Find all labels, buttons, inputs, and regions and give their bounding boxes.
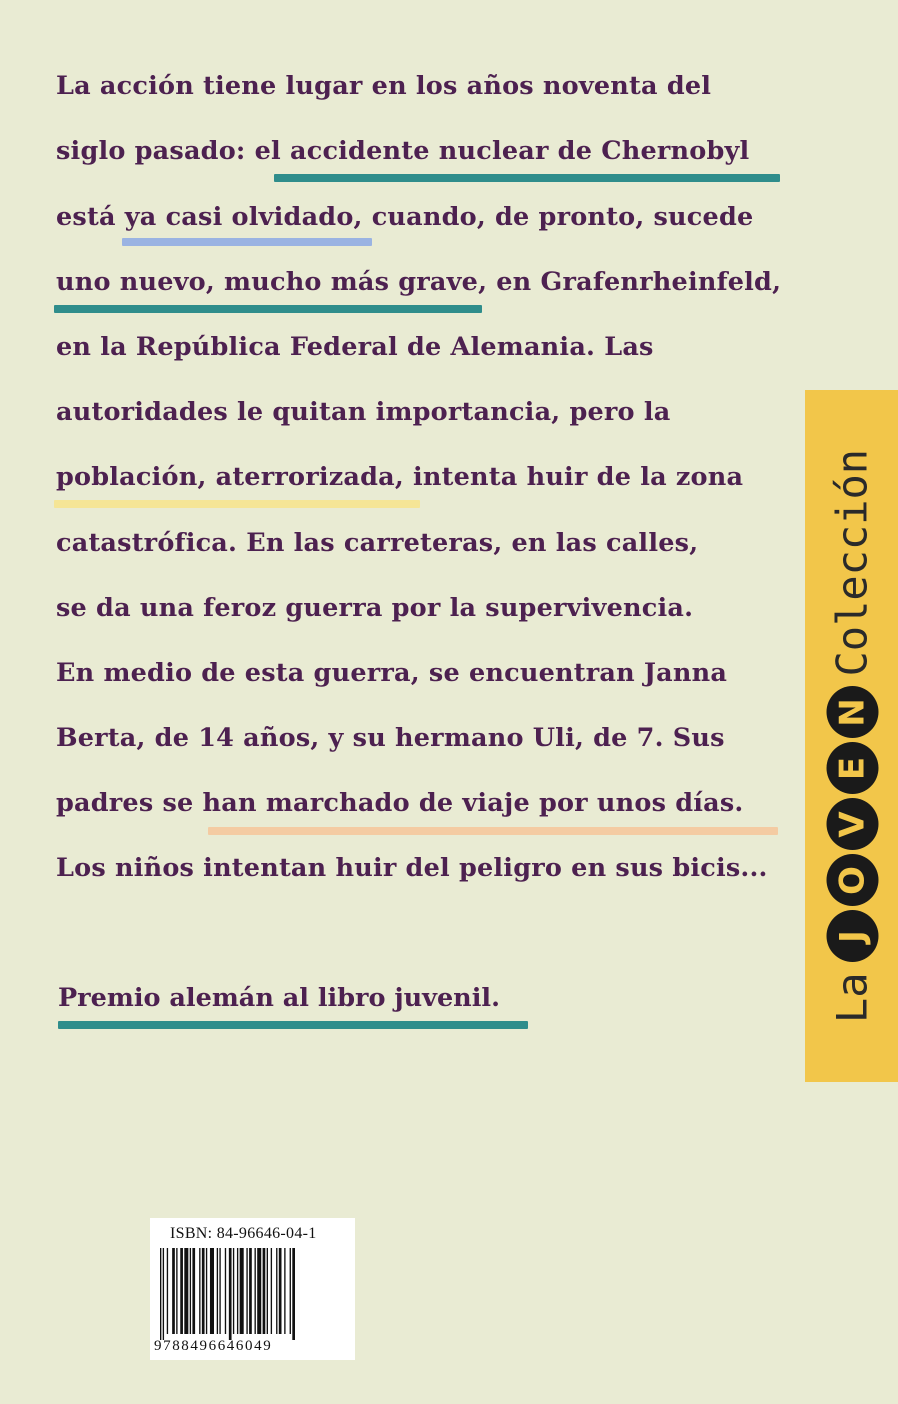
barcode-bar	[229, 1248, 232, 1340]
blurb-line: Berta, de 14 años, y su hermano Uli, de 7. Sus	[56, 723, 725, 753]
blurb-line: población, aterrorizada, intenta huir de la zona	[56, 462, 744, 492]
ean-digits: 9788496646049	[154, 1338, 273, 1354]
blurb-line: se da una feroz guerra por la supervivencia.	[56, 593, 694, 623]
barcode-bar	[180, 1248, 183, 1334]
barcode-bar	[199, 1248, 200, 1334]
highlight-underline	[122, 238, 372, 246]
barcode-bar	[225, 1248, 226, 1334]
blurb-line: La acción tiene lugar en los años noventa del	[56, 71, 712, 101]
highlight-underline	[58, 1021, 528, 1029]
barcode-bar	[206, 1248, 207, 1334]
highlight-underline	[54, 500, 420, 508]
highlight-underline	[54, 305, 482, 313]
blurb-line: Los niños intentan huir del peligro en sus bicis...	[56, 853, 768, 883]
barcode-bar	[240, 1248, 244, 1334]
collection-logo	[805, 390, 898, 1082]
barcode-bar	[219, 1248, 220, 1334]
blurb-line: siglo pasado: el accidente nuclear de Chernobyl	[56, 136, 750, 166]
logo-letter-j: J	[826, 911, 878, 963]
logo-letter-n: N	[826, 687, 878, 739]
barcode-bar	[217, 1248, 218, 1334]
highlight-underline	[274, 174, 780, 182]
blurb-line: uno nuevo, mucho más grave, en Grafenrheinfeld,	[56, 267, 782, 297]
logo-letter-e: E	[826, 743, 878, 795]
barcode-bar	[160, 1248, 161, 1340]
barcode-bar	[210, 1248, 214, 1334]
barcode-bar	[290, 1248, 291, 1334]
blurb-line: autoridades le quitan importancia, pero la	[56, 397, 671, 427]
barcode-bar	[233, 1248, 234, 1334]
isbn-barcode	[150, 1218, 355, 1360]
barcode-bar	[167, 1248, 168, 1334]
blurb-line: En medio de esta guerra, se encuentran Janna	[56, 658, 728, 688]
barcode-bar	[284, 1248, 285, 1334]
barcode-bar	[237, 1248, 238, 1334]
blurb-line: catastrófica. En las carreteras, en las calles,	[56, 528, 699, 558]
barcode-bar	[202, 1248, 205, 1334]
barcode-bar	[257, 1248, 261, 1334]
blurb-line: en la República Federal de Alemania. Las	[56, 332, 654, 362]
highlight-underline	[208, 827, 778, 835]
blurb-line: está ya casi olvidado, cuando, de pronto, sucede	[56, 202, 754, 232]
blurb-line: padres se han marchado de viaje por unos días.	[56, 788, 744, 818]
barcode-bar	[246, 1248, 247, 1334]
barcode-bar	[292, 1248, 295, 1340]
logo-suffix: Colección	[826, 448, 876, 677]
barcode-bar	[267, 1248, 268, 1334]
barcode-bar	[263, 1248, 266, 1334]
barcode-bar	[255, 1248, 256, 1334]
logo-letter-o: O	[826, 855, 878, 907]
barcode-bar	[163, 1248, 164, 1340]
barcode-bar	[172, 1248, 175, 1334]
barcode-bar	[276, 1248, 277, 1334]
award-text: Premio alemán al libro juvenil.	[58, 983, 500, 1013]
barcode-bars	[156, 1248, 349, 1340]
barcode-bar	[176, 1248, 177, 1334]
logo-prefix: La	[826, 972, 876, 1024]
logo-letter-v: V	[826, 799, 878, 851]
barcode-bar	[249, 1248, 252, 1334]
barcode-bar	[184, 1248, 188, 1334]
isbn-label: ISBN: 84-96646-04-1	[170, 1225, 317, 1242]
barcode-bar	[192, 1248, 195, 1334]
barcode-bar	[190, 1248, 191, 1334]
barcode-bar	[279, 1248, 282, 1334]
barcode-bar	[271, 1248, 272, 1334]
